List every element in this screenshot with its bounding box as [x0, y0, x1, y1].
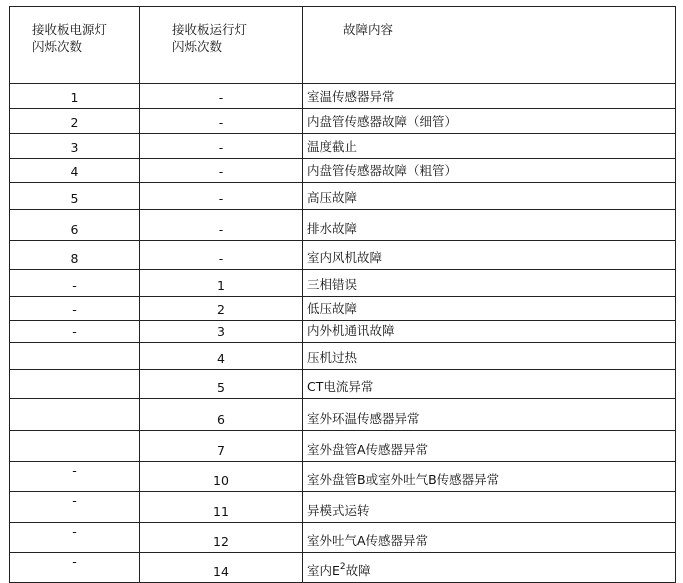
run-blink-count: - [140, 210, 303, 241]
run-blink-count: - [140, 109, 303, 134]
run-blink-count: 2 [140, 297, 303, 321]
power-blink-count: - [10, 297, 140, 321]
run-blink-count: 14 [140, 553, 303, 583]
run-blink-count: - [140, 183, 303, 210]
fault-description: 低压故障 [303, 297, 676, 321]
power-blink-count [10, 431, 140, 462]
power-blink-count: - [10, 523, 140, 553]
fault-description: 室外吐气A传感器异常 [303, 523, 676, 553]
table-row [10, 270, 676, 297]
power-blink-count: 6 [10, 210, 140, 241]
power-blink-count: 2 [10, 109, 140, 134]
table-row [10, 210, 676, 241]
run-blink-count: - [140, 159, 303, 183]
table-row [10, 343, 676, 370]
table-row [10, 241, 676, 270]
header-power-led: 接收板电源灯 闪烁次数 [10, 7, 140, 84]
fault-description: 室内$E^2$故障 [303, 553, 676, 583]
power-blink-count: 4 [10, 159, 140, 183]
fault-description: 排水故障 [303, 210, 676, 241]
fault-description: 压机过热 [303, 343, 676, 370]
power-blink-count: - [10, 270, 140, 297]
fault-description: 异模式运转 [303, 492, 676, 523]
power-blink-count: - [10, 321, 140, 343]
run-blink-count: 7 [140, 431, 303, 462]
power-blink-count: - [10, 553, 140, 583]
power-blink-count: 5 [10, 183, 140, 210]
table-header-row [10, 7, 676, 84]
run-blink-count: 3 [140, 321, 303, 343]
table-row [10, 523, 676, 553]
run-blink-count: 5 [140, 370, 303, 399]
table-row [10, 462, 676, 492]
fault-description: 内盘管传感器故障（细管） [303, 109, 676, 134]
fault-description: 温度截止 [303, 134, 676, 159]
table-row [10, 431, 676, 462]
table-row [10, 297, 676, 321]
fault-description: 室内风机故障 [303, 241, 676, 270]
fault-description: CT电流异常 [303, 370, 676, 399]
table-row [10, 84, 676, 109]
table-row [10, 399, 676, 431]
run-blink-count: 1 [140, 270, 303, 297]
header-run-led: 接收板运行灯 闪烁次数 [140, 7, 303, 84]
power-blink-count [10, 343, 140, 370]
power-blink-count: 1 [10, 84, 140, 109]
fault-description: 室外盘管A传感器异常 [303, 431, 676, 462]
table-row [10, 321, 676, 343]
fault-code-table [9, 6, 676, 583]
table-row [10, 492, 676, 523]
fault-description: 室温传感器异常 [303, 84, 676, 109]
power-blink-count: - [10, 492, 140, 523]
run-blink-count: - [140, 134, 303, 159]
table-row [10, 183, 676, 210]
fault-description: 室外环温传感器异常 [303, 399, 676, 431]
fault-description: 内盘管传感器故障（粗管） [303, 159, 676, 183]
power-blink-count: 8 [10, 241, 140, 270]
run-blink-count: 10 [140, 462, 303, 492]
run-blink-count: - [140, 241, 303, 270]
power-blink-count [10, 370, 140, 399]
power-blink-count: - [10, 462, 140, 492]
table-row [10, 159, 676, 183]
superscript-2: 2 [339, 562, 346, 572]
run-blink-count: - [140, 84, 303, 109]
fault-description: 室外盘管B或室外吐气B传感器异常 [303, 462, 676, 492]
run-blink-count: 12 [140, 523, 303, 553]
power-blink-count: 3 [10, 134, 140, 159]
table-row [10, 553, 676, 583]
fault-description: 内外机通讯故障 [303, 321, 676, 343]
run-blink-count: 4 [140, 343, 303, 370]
power-blink-count [10, 399, 140, 431]
run-blink-count: 11 [140, 492, 303, 523]
fault-description: 高压故障 [303, 183, 676, 210]
table-row [10, 134, 676, 159]
run-blink-count: 6 [140, 399, 303, 431]
table-row [10, 370, 676, 399]
fault-description: 三相错误 [303, 270, 676, 297]
table-row [10, 109, 676, 134]
header-fault: 故障内容 [303, 7, 676, 84]
